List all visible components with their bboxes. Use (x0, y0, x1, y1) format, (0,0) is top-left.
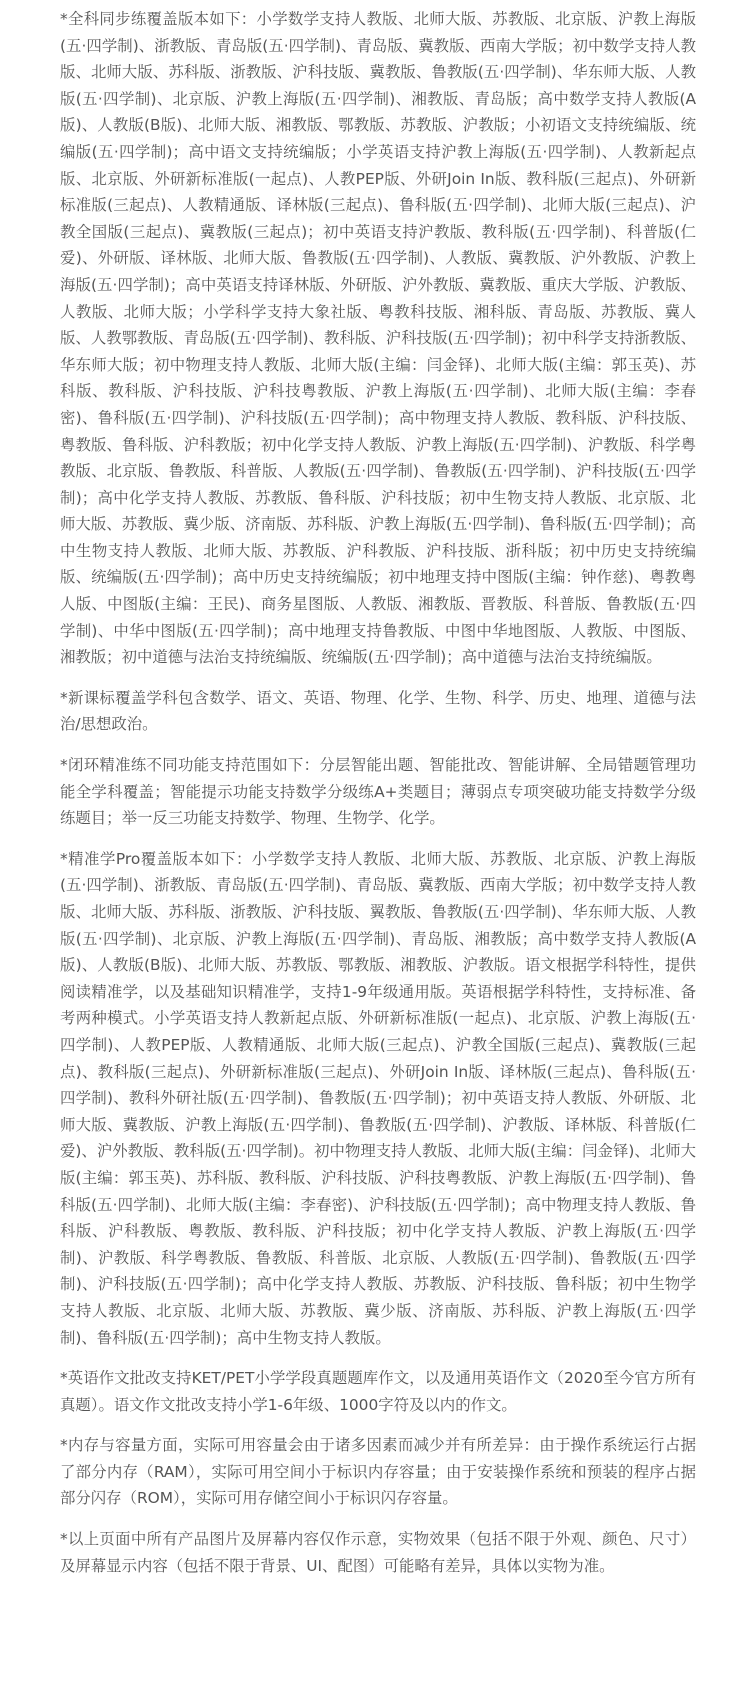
note-storage-capacity: *内存与容量方面，实际可用容量会由于诸多因素而减少并有所差异：由于操作系统运行占据了部分内存（RAM），实际可用空间小于标识内存容量；由于安装操作系统和预装的程序占据部分闪存（ROM），实际可用存储空间小于标识闪存容量。 (60, 1436, 696, 1508)
disclaimer-notes (60, 6, 696, 1593)
note-version-coverage: *全科同步练覆盖版本如下：小学数学支持人教版、北师大版、苏教版、北京版、沪教上海版(五·四学制)、浙教版、青岛版(五·四学制)、青岛版、冀教版、西南大学版；初中数学支持人教版、北师大版、苏科版、浙教版、沪科技版、冀教版、鲁教版(五·四学制)、华东师大版、人教版(五·四学制)、北京版、沪教上海版(五·四学制)、湘教版、青岛版；高中数学支持人教版(A版)、人教版(B版)、北师大版、湘教版、鄂教版、苏教版、沪教版；小初语文支持统编版、统编版(五·四学制)；高中语文支持统编版；小学英语支持沪教上海版(五·四学制)、人教新起点版、北京版、外研新标准版(一起点)、人教PEP版、外研Join In版、教科版(三起点)、外研新标准版(三起点)、人教精通版、译林版(三起点)、鲁科版(五·四学制)、北师大版(三起点)、沪教全国版(三起点)、冀教版(三起点)；初中英语支持沪教版、教科版(五·四学制)、科普版(仁爱)、外研版、译林版、北师大版、鲁教版(五·四学制)、人教版、冀教版、沪外教版、沪教上海版(五·四学制)；高中英语支持译林版、外研版、沪外教版、冀教版、重庆大学版、沪教版、人教版、北师大版；小学科学支持大象社版、粤教科技版、湘科版、青岛版、苏教版、冀人版、人教鄂教版、青岛版(五·四学制)、教科版、沪科技版(五·四学制)；初中科学支持浙教版、华东师大版；初中物理支持人教版、北师大版(主编：闫金铎)、北师大版(主编：郭玉英)、苏科版、教科版、沪科技版、沪科技粤教版、沪教上海版(五·四学制)、北师大版(主编：李春密)、鲁科版(五·四学制)、沪科技版(五·四学制)；高中物理支持人教版、教科版、沪科技版、粤教版、鲁科版、沪科教版；初中化学支持人教版、沪教上海版(五·四学制)、沪教版、科学粤教版、北京版、鲁教版、科普版、人教版(五·四学制)、鲁教版(五·四学制)、沪科技版(五·四学制)；高中化学支持人教版、苏教版、鲁科版、沪科技版；初中生物支持人教版、北京版、北师大版、苏教版、冀少版、济南版、苏科版、沪教上海版(五·四学制)、鲁科版(五·四学制)；高中生物支持人教版、北师大版、苏教版、沪科教版、沪科技版、浙科版；初中历史支持统编版、统编版(五·四学制)；高中历史支持统编版；初中地理支持中图版(主编：钟作慈)、粤教粤人版、中图版(主编：王民)、商务星图版、人教版、湘教版、晋教版、科普版、鲁教版(五·四学制)、中华中图版(五·四学制)；高中地理支持鲁教版、中图中华地图版、人教版、中图版、湘教版；初中道德与法治支持统编版、统编版(五·四学制)；高中道德与法治支持统编版。 (60, 10, 696, 667)
note-precision-learning-pro: *精准学Pro覆盖版本如下：小学数学支持人教版、北师大版、苏教版、北京版、沪教上海版(五·四学制)、浙教版、青岛版(五·四学制)、青岛版、冀教版、西南大学版；初中数学支持人教版、北师大版、苏科版、浙教版、沪科技版、翼教版、鲁教版(五·四学制)、华东师大版、人教版(五·四学制)、北京版、沪教上海版(五·四学制)、青岛版、湘教版；高中数学支持人教版(A版)、人教版(B版)、北师大版、苏教版、鄂教版、湘教版、沪教版。语文根据学科特性，提供阅读精准学，以及基础知识精准学，支持1-9年级通用版。英语根据学科特性，支持标准、备考两种模式。小学英语支持人教新起点版、外研新标准版(一起点)、北京版、沪教上海版(五·四学制)、人教PEP版、人教精通版、北师大版(三起点)、沪教全国版(三起点)、冀教版(三起点)、教科版(三起点)、外研新标准版(三起点)、外研Join In版、译林版(三起点)、鲁科版(五·四学制)、教科外研社版(五·四学制)、鲁教版(五·四学制)；初中英语支持人教版、外研版、北师大版、冀教版、沪教上海版(五·四学制)、鲁教版(五·四学制)、沪教版、译林版、科普版(仁爱)、沪外教版、教科版(五·四学制)。初中物理支持人教版、北师大版(主编：闫金铎)、北师大版(主编：郭玉英)、苏科版、教科版、沪科技版、沪科技粤教版、沪教上海版(五·四学制)、鲁科版(五·四学制)、北师大版(主编：李春密)、沪科技版(五·四学制)；高中物理支持人教版、鲁科版、沪科教版、粤教版、教科版、沪科技版；初中化学支持人教版、沪教上海版(五·四学制)、沪教版、科学粤教版、鲁教版、科普版、北京版、人教版(五·四学制)、鲁教版(五·四学制)、沪科技版(五·四学制)；高中化学支持人教版、苏教版、沪科技版、鲁科版；初中生物学支持人教版、北京版、北师大版、苏教版、冀少版、济南版、苏科版、沪教上海版(五·四学制)、鲁科版(五·四学制)；高中生物支持人教版。 (60, 849, 696, 1347)
note-closed-loop-practice: *闭环精准练不同功能支持范围如下：分层智能出题、智能批改、智能讲解、全局错题管理功能全学科覆盖；智能提示功能支持数学分级练A+类题目；薄弱点专项突破功能支持数学分级练题目；举一反三功能支持数学、物理、生物学、化学。 (60, 756, 696, 828)
note-curriculum-subjects: *新课标覆盖学科包含数学、语文、英语、物理、化学、生物、科学、历史、地理、道德与法治/思想政治。 (60, 688, 696, 734)
note-image-disclaimer: *以上页面中所有产品图片及屏幕内容仅作示意，实物效果（包括不限于外观、颜色、尺寸）及屏幕显示内容（包括不限于背景、UI、配图）可能略有差异，具体以实物为准。 (60, 1530, 696, 1575)
note-essay-grading: *英语作文批改支持KET/PET小学学段真题题库作文，以及通用英语作文（2020至今官方所有真题）。语文作文批改支持小学1-6年级、1000字符及以内的作文。 (60, 1369, 696, 1414)
